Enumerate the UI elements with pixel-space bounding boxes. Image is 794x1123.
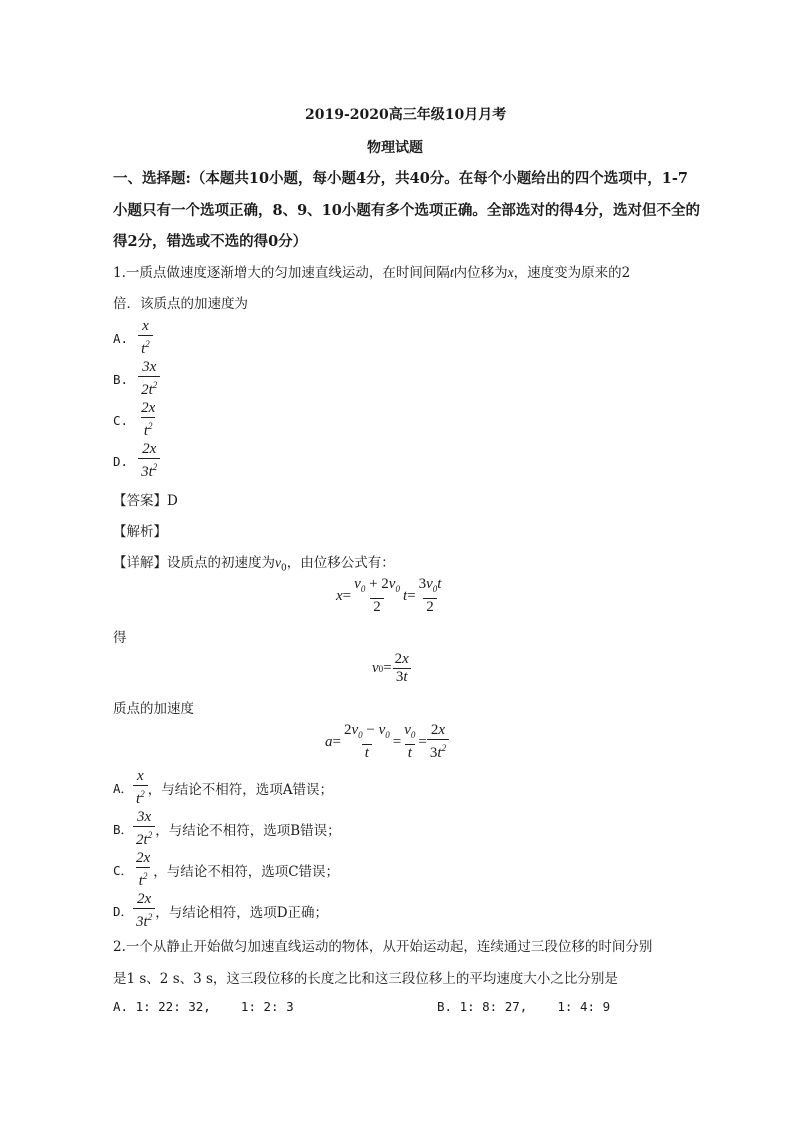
q1-analysis-heading: 【解析】 bbox=[113, 524, 167, 540]
q1-review-c: C． $\frac{2x}{t^2}$ ，与结论不相符，选项C错误； bbox=[113, 850, 340, 889]
fraction: $\frac{3x}{2t^2}$ bbox=[138, 359, 160, 399]
q1-de: 得 bbox=[113, 630, 127, 646]
q1-detail-intro: 【详解】设质点的初速度为$v_0$，由位移公式有： bbox=[113, 555, 395, 574]
section-instructions-line3: 得2分，错选或不选的得0分） bbox=[113, 233, 308, 250]
formula-initial-velocity: v 0 = $\frac{2x}{3t}$ bbox=[372, 651, 409, 685]
q1-review-b: B． $\frac{3x}{2t^2}$ ，与结论不相符，选项B错误； bbox=[113, 809, 341, 848]
exam-subtitle: 物理试题 bbox=[367, 140, 423, 156]
q1-option-d: D. $\frac{2x}{3t^2}$ bbox=[113, 441, 160, 481]
q2-stem-line2: 是1 s、2 s、3 s，这三段位移的长度之比和这三段位移上的平均速度大小之比分别是 bbox=[113, 971, 618, 987]
q1-stem-line1: 1.一质点做速度逐渐增大的匀加速直线运动，在时间间隔t内位移为x，速度变为原来的2 bbox=[113, 265, 631, 281]
q1-stem-line2: 倍．该质点的加速度为 bbox=[113, 296, 248, 312]
formula-acceleration: a = $\frac{2v_0 - v_0}{t}$ = $\frac{v_0}{t}$ = $\frac{2x}{3t^2}$ bbox=[325, 722, 449, 762]
q2-option-a: A. 1: 22: 32, 1: 2: 3 bbox=[113, 999, 294, 1014]
q1-option-a: A. $\frac{x}{t^2}$ bbox=[113, 318, 153, 358]
section-instructions-line2: 小题只有一个选项正确，8、9、10小题有多个选项正确。全部选对的得4分，选对但不全的 bbox=[113, 202, 700, 219]
q1-option-c: C. $\frac{2x}{t^2}$ bbox=[113, 400, 158, 440]
fraction: $\frac{x}{t^2}$ bbox=[138, 318, 153, 358]
q1-accel-label: 质点的加速度 bbox=[113, 701, 194, 717]
q2-stem-line1: 2.一个从静止开始做匀加速直线运动的物体，从开始运动起，连续通过三段位移的时间分别 bbox=[113, 939, 653, 955]
section-instructions-line1: 一、选择题:（本题共10小题，每小题4分，共40分。在每个小题给出的四个选项中，1-7 bbox=[113, 170, 688, 187]
q1-answer: 【答案】D bbox=[113, 493, 178, 509]
exam-title: 2019-2020高三年级10月月考 bbox=[305, 107, 507, 123]
q1-option-b: B. $\frac{3x}{2t^2}$ bbox=[113, 359, 160, 399]
q2-option-b: B. 1: 8: 27, 1: 4: 9 bbox=[437, 999, 611, 1014]
fraction: $\frac{2x}{3t^2}$ bbox=[138, 441, 160, 481]
q1-review-d: D． $\frac{2x}{3t^2}$ ，与结论相符，选项D正确； bbox=[113, 891, 329, 930]
formula-displacement: x = $\frac{v_0 + 2v_0}{2}$ t = $\frac{3v_0t}{2}$ bbox=[336, 576, 442, 615]
fraction: $\frac{2x}{t^2}$ bbox=[141, 400, 156, 439]
q1-review-a: A． $\frac{x}{t^2}$ ，与结论不相符，选项A错误； bbox=[113, 768, 333, 807]
